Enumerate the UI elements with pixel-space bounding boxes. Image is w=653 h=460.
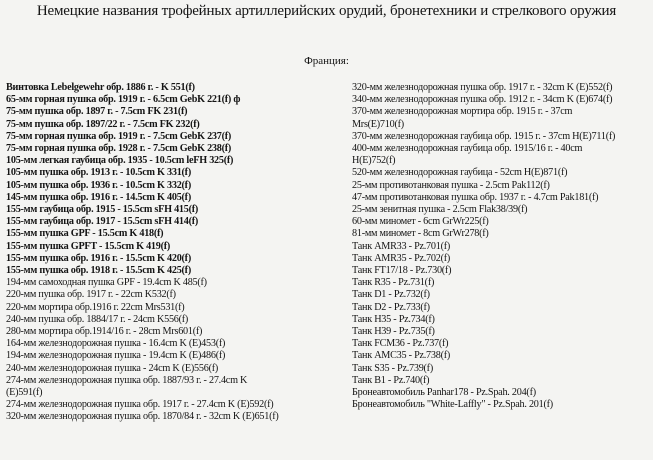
right-column (352, 82, 650, 411)
entry-line: Бронеавтомобиль Panhar178 - Pz.Spah. 204(f) (352, 387, 536, 399)
entry-line: 60-мм миномет - 6cm GrWr225(f) (352, 216, 489, 228)
entry-line: Винтовка Lebelgewehr обр. 1886 г. - K 551(f) (6, 82, 195, 93)
entry-line: Танк D1 - Pz.732(f) (352, 289, 430, 301)
entry-line: Танк R35 - Pz.731(f) (352, 277, 435, 289)
entry-line: Танк S35 - Pz.739(f) (352, 362, 433, 374)
entry-line: Танк AMC35 - Pz.738(f) (352, 350, 451, 362)
entry-line: 81-мм миномет - 8cm GrWr278(f) (352, 228, 489, 240)
entry-line: 155-мм пушка GPFT - 15.5cm K 419(f) (6, 240, 171, 252)
section-heading: Франция: (304, 55, 349, 67)
entry-line: Танк H35 - Pz.734(f) (352, 313, 435, 325)
entry-line: Танк B1 - Pz.740(f) (352, 374, 430, 386)
entry-line: 145-мм пушка обр. 1916 г. - 14.5cm K 405(f) (6, 191, 191, 203)
entry-line: Танк D2 - Pz.733(f) (352, 301, 430, 313)
entry-line: 320-мм железнодорожная пушка обр. 1917 г. - 32cm K (E)552(f) (352, 82, 613, 93)
entry-line: 75-мм горная пушка обр. 1919 г. - 7.5cm GebK 237(f) (6, 130, 232, 142)
left-column (6, 82, 341, 424)
entry-line: 75-мм пушка обр. 1897 г. - 7.5cm FK 231(f) (6, 106, 188, 118)
entry-line: 220-мм мортира обр.1916 г. 22cm Mrs531(f) (6, 301, 185, 313)
entry-line: 65-мм горная пушка обр. 1919 г. - 6.5cm GebK 221(f) ф (6, 94, 241, 106)
entry-line: 75-мм пушка обр. 1897/22 г. - 7.5cm FK 232(f) (6, 118, 200, 130)
entry-line: 400-мм железнодорожная гаубица обр. 1915/16 г. - 40cm (352, 143, 583, 155)
entry-line: 194-мм самоходная пушка GPF - 19.4cm K 485(f) (6, 277, 207, 289)
entry-line: 75-мм горная пушка обр. 1928 г. - 7.5cm GebK 238(f) (6, 143, 232, 155)
entry-line: 240-мм пушка обр. 1884/17 г. - 24cm K556(f) (6, 313, 189, 325)
entry-line: 320-мм железнодорожная пушка обр. 1870/84 г. - 32cm K (E)651(f) (6, 411, 279, 423)
entry-line: 25-мм противотанковая пушка - 2.5cm Pak112(f) (352, 179, 550, 191)
entry-line: 155-мм гаубица обр. 1917 - 15.5cm sFH 414(f) (6, 216, 199, 228)
entry-line: 280-мм мортира обр.1914/16 г. - 28cm Mrs601(f) (6, 326, 203, 338)
entry-line: 155-мм пушка GPF - 15.5cm K 418(f) (6, 228, 164, 240)
entry-line: 274-мм железнодорожная пушка обр. 1887/93 г. - 27.4cm K (6, 374, 248, 386)
entry-line: H(E)752(f) (352, 155, 396, 167)
entry-line: 155-мм пушка обр. 1916 г. - 15.5cm K 420(f) (6, 252, 191, 264)
entry-line: 105-мм пушка обр. 1936 г. - 10.5cm K 332(f) (6, 179, 191, 191)
entry-line: 47-мм противотанковая пушка обр. 1937 г. - 4.7cm Pak181(f) (352, 191, 599, 203)
entry-line: 340-мм железнодорожная пушка обр. 1912 г. - 34cm K (E)674(f) (352, 94, 613, 106)
entry-line: 370-мм железнодорожная гаубица обр. 1915 г. - 37cm H(E)711(f) (352, 130, 616, 142)
entry-line: Танк AMR33 - Pz.701(f) (352, 240, 451, 252)
entry-line: 155-мм пушка обр. 1918 г. - 15.5cm K 425(f) (6, 265, 191, 277)
entry-line: 164-мм железнодорожная пушка - 16.4cm K (E)453(f) (6, 338, 226, 350)
entry-line: (E)591(f) (6, 387, 43, 399)
entry-line: 220-мм пушка обр. 1917 г. - 22cm K532(f) (6, 289, 176, 301)
entry-line: Танк FCM36 - Pz.737(f) (352, 338, 449, 350)
entry-line: Танк AMR35 - Pz.702(f) (352, 252, 451, 264)
entry-line: 155-мм гаубица обр. 1915 - 15.5cm sFH 415(f) (6, 204, 199, 216)
entry-line: Танк H39 - Pz.735(f) (352, 326, 435, 338)
entry-line: 25-мм зенитная пушка - 2.5cm Flak38/39(f) (352, 204, 528, 216)
entry-line: 370-мм железнодорожная мортира обр. 1915 г. - 37cm (352, 106, 573, 118)
entry-line: 194-мм железнодорожная пушка - 19.4cm K (E)486(f) (6, 350, 226, 362)
entry-line: 520-мм железнодорожная гаубица - 52cm H(E)871(f) (352, 167, 568, 179)
page-title: Немецкие названия трофейных артиллерийских орудий, бронетехники и стрелкового оружия (36, 3, 617, 19)
entry-line: Бронеавтомобиль "White-Laffly" - Pz.Spah. 201(f) (352, 399, 553, 411)
entry-line: 105-мм пушка обр. 1913 г. - 10.5cm K 331(f) (6, 167, 191, 179)
entry-line: 274-мм железнодорожная пушка обр. 1917 г. - 27.4cm K (E)592(f) (6, 399, 274, 411)
entry-line: Mrs(E)710(f) (352, 118, 404, 130)
entry-line: Танк FT17/18 - Pz.730(f) (352, 265, 452, 277)
entry-line: 105-мм легкая гаубица обр. 1935 - 10.5cm leFH 325(f) (6, 155, 234, 167)
entry-line: 240-мм железнодорожная пушка - 24cm K (E)556(f) (6, 362, 218, 374)
